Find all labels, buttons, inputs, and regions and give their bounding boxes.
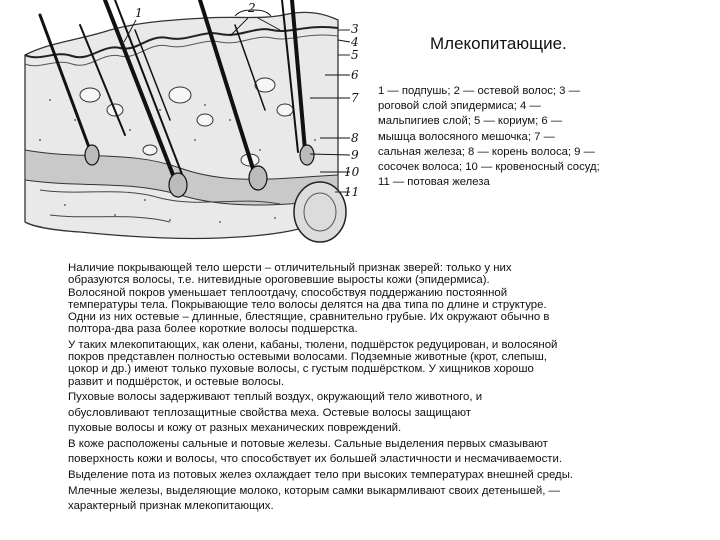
body-line: Одни из них остевые – длинные, блестящие, сравнительно грубые. Их окружают обычно в [68,311,550,324]
body-line: обусловливают теплозащитные свойства меха. Остевые волосы защищают [68,406,471,419]
figure-label-1: 1 [135,6,143,20]
caption-line: мышца волосяного мешочка; 7 — [378,130,555,143]
figure-caption [378,84,678,190]
figure-label-4: 4 [351,35,359,49]
figure-label-7: 7 [351,91,359,105]
body-line: цокор и др.) имеют только пуховые волосы, с густым подшёрстком. У хищников хорошо [68,363,534,376]
caption-line: сальная железа; 8 — корень волоса; 9 — [378,145,595,158]
body-line: Наличие покрывающей тело шерсти – отличительный признак зверей: только у них [68,262,512,274]
caption-line: сосочек волоса; 10 — кровеносный сосуд; [378,161,600,174]
body-line: покров представлен полностью остевыми волосами. Подземные животные (крот, слепыш, [68,351,547,364]
body-line: развит и подшёрсток, и остевые волосы. [68,375,285,388]
body-line: Выделение пота из потовых желез охлаждает тело при высоких температурах внешней среды. [68,468,574,481]
caption-line: роговой слой эпидермиса; 4 — [378,100,541,113]
body-line: образуются волосы, т.е. нитевидные ороговевшие выросты кожи (эпидермиса). [68,274,490,287]
body-line: характерный признак млекопитающих. [68,500,274,513]
body-line: полтора-два раза более короткие волосы подшерстка. [68,323,358,336]
body-line: поверхность кожи и волосы, что способствует их большей эластичности и несмачиваемости. [68,453,563,466]
figure-label-2: 2 [248,1,256,15]
body-line: В коже расположены сальные и потовые железы. Сальные выделения первых смазывают [68,437,548,450]
figure-label-6: 6 [351,68,359,82]
body-line: Пуховые волосы задерживают теплый воздух, окружающий тело животного, и [68,390,483,403]
caption-line: 1 — подпушь; 2 — остевой волос; 3 — [378,85,580,97]
skin-section-illustration [25,0,350,242]
caption-line: 11 — потовая железа [378,176,490,189]
body-line: У таких млекопитающих, как олени, кабаны, тюлени, подшёрсток редуцирован, и волосяной [68,338,558,351]
figure-label-10: 10 [344,165,360,179]
body-text [68,262,708,515]
skin-section-figure [20,0,360,262]
figure-label-3: 3 [351,22,359,36]
figure-label-8: 8 [351,131,359,145]
body-line: Волосяной покров уменьшает теплоотдачу, способствуя поддержанию постоянной [68,286,508,299]
figure-label-5: 5 [351,48,359,62]
body-line: Млечные железы, выделяющие молоко, которым самки выкармливают своих детенышей, — [68,484,560,497]
body-line: пуховые волосы и кожу от разных механических повреждений. [68,422,402,435]
caption-line: мальпигиев слой; 5 — кориум; 6 — [378,115,563,128]
body-line: температуры тела. Покрывающие тело волосы делятся на два типа по длине и структуре. [68,298,547,311]
figure-label-9: 9 [351,148,359,162]
page-title: Млекопитающие. [430,34,567,53]
figure-label-11: 11 [344,185,360,199]
